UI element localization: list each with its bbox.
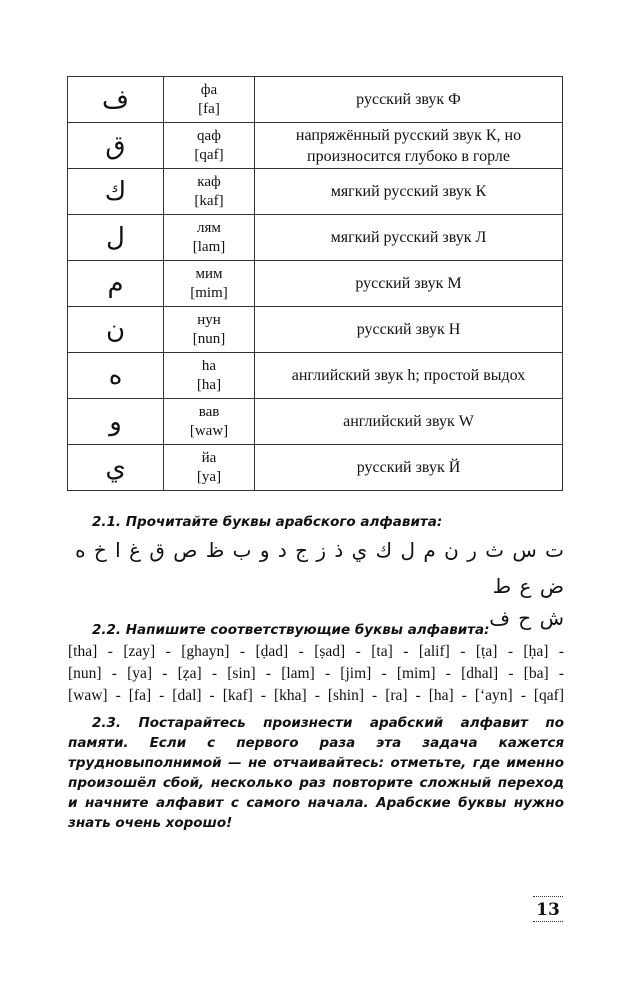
letter-name-cell [164,353,255,399]
alphabet-row [68,261,563,307]
alphabet-row [68,215,563,261]
arabic-letter: ن [68,307,164,353]
letter-name-ru: ha [201,357,217,374]
letter-name-lat: [kaf] [194,192,224,209]
page-number: 13 [533,896,563,922]
sound-description: напряжённый русский звук К, но произносится глубоко в горле [255,123,563,169]
alphabet-row [68,353,563,399]
letter-name-ru: йа [201,449,217,466]
sound-description: русский звук М [255,261,563,307]
arabic-letter: ه [68,353,164,399]
alphabet-row [68,307,563,353]
letter-name-cell [164,307,255,353]
exercise-2-2-heading: 2.2. Напишите соответствующие буквы алфавита: [92,622,490,638]
exercise-2-3 [68,713,564,833]
letter-name-lat: [waw] [189,422,229,439]
letter-name-ru: qaф [197,127,221,144]
letter-name-ru: фа [200,81,218,98]
alphabet-row [68,123,563,169]
sound-description: русский звук Н [255,307,563,353]
arabic-letter: ف [68,77,164,123]
exercise-2-3-text: 2.3. Постарайтесь произнести арабский алфавит по памяти. Если с первого раза эта задача кажется трудновыполнимой — не отчаивайтесь: отметьте, где именно произошёл сбой, несколько раз повторите сложный переход и начните алфавит с самого начала. Арабские буквы нужно знать очень хорошо! [68,715,564,831]
arabic-letter: و [68,399,164,445]
letter-name-ru: каф [197,173,221,190]
alphabet-row [68,77,563,123]
exercise-2-1-heading: 2.1. Прочитайте буквы арабского алфавита: [92,514,443,530]
arabic-letter: ي [68,445,164,491]
sound-description: мягкий русский звук К [255,169,563,215]
letter-name-ru: мим [195,265,223,282]
letter-name-lat: [fa] [198,100,220,117]
exercise-2-1 [68,513,564,632]
letter-name-cell [164,77,255,123]
letter-name-cell [164,445,255,491]
letter-name-lat: [qaf] [194,146,224,163]
letter-name-lat: [ha] [196,376,222,393]
transliteration-line-2: [nun] - [ya] - [ẓa] - [sin] - [lam] - [jim] - [mim] - [dhal] - [ba] - [68,665,564,682]
exercise-2-2 [68,621,564,706]
alphabet-row [68,399,563,445]
transliteration-line-3: [waw] - [fa] - [dal] - [kaf] - [kha] - [shin] - [ra] - [ha] - [‘ayn] - [qaf] [68,687,564,704]
letter-name-cell [164,261,255,307]
letter-name-ru: лям [197,219,221,236]
sound-description: мягкий русский звук Л [255,215,563,261]
letter-name-lat: [mim] [190,284,228,301]
transliteration-line-1: [tha] - [zay] - [ghayn] - [ḍad] - [ṣad] - [ta] - [alif] - [ṭa] - [ḥa] - [68,643,564,660]
letter-name-lat: [nun] [192,330,226,347]
letter-name-ru: вав [198,403,220,420]
sound-description: русский звук Й [255,445,563,491]
arabic-letter: ك [68,169,164,215]
sound-description: английский звук h; простой выдох [255,353,563,399]
letter-name-cell [164,123,255,169]
arabic-letters-line-2: ش ح ف [489,606,564,630]
letter-name-cell [164,215,255,261]
alphabet-row [68,445,563,491]
arabic-letter: م [68,261,164,307]
letter-name-cell [164,399,255,445]
letter-name-ru: нун [197,311,221,328]
letter-name-cell [164,169,255,215]
sound-description: английский звук W [255,399,563,445]
letter-name-lat: [lam] [192,238,226,255]
letter-name-lat: [ya] [196,468,222,485]
arabic-letters-line-1: ت س ث ر ن م ل ك ي ذ ز ج د و ب ظ ص ق غ ا خ ه ض ع ط [75,538,564,598]
arabic-letter: ل [68,215,164,261]
alphabet-table [67,76,563,491]
arabic-letter: ق [68,123,164,169]
alphabet-row [68,169,563,215]
sound-description: русский звук Ф [255,77,563,123]
alphabet-table-body [68,77,563,491]
